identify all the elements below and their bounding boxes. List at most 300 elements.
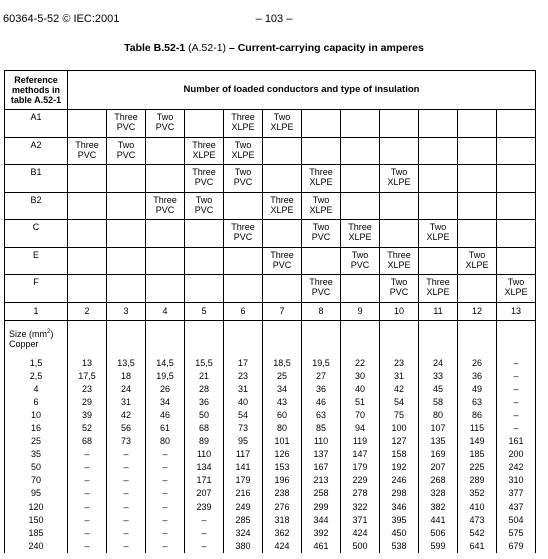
capacity-value: 216 xyxy=(235,488,251,499)
capacity-value: – xyxy=(84,462,90,473)
method-cell xyxy=(380,165,419,193)
capacity-value: 276 xyxy=(274,501,290,512)
capacity-value: – xyxy=(123,501,129,512)
column-number: 8 xyxy=(302,302,341,320)
capacity-value: 352 xyxy=(469,488,485,499)
capacity-value: 437 xyxy=(508,501,524,512)
blank-cell xyxy=(224,320,263,357)
capacity-value: 33 xyxy=(432,370,443,381)
capacity-value: 73 xyxy=(237,422,248,433)
method-cell xyxy=(497,220,536,248)
method-cell xyxy=(68,275,107,303)
capacity-value: 27 xyxy=(315,370,326,381)
capacity-value: 101 xyxy=(274,436,290,447)
method-cell xyxy=(458,220,497,248)
blank-cell xyxy=(341,320,380,357)
capacity-value: 249 xyxy=(235,501,251,512)
capacity-value: 22 xyxy=(354,357,365,368)
capacity-value: 289 xyxy=(469,475,485,486)
capacity-value: 36 xyxy=(471,370,482,381)
method-cell xyxy=(341,247,380,275)
ref-header-line: table A.52-1 xyxy=(10,95,62,105)
capacity-value: 185 xyxy=(469,449,485,460)
capacity-value: 18,5 xyxy=(273,357,291,368)
capacity-value: 377 xyxy=(508,488,524,499)
capacity-value: 26 xyxy=(471,357,482,368)
method-cell xyxy=(146,220,185,248)
insulation-text: Three xyxy=(309,277,333,287)
capacity-value: 36 xyxy=(198,396,209,407)
capacity-value: 63 xyxy=(471,396,482,407)
capacity-value: 73 xyxy=(120,436,131,447)
method-cell xyxy=(497,110,536,138)
capacity-value: 14,5 xyxy=(156,357,174,368)
size-value: 95 xyxy=(30,488,41,499)
capacity-value: 441 xyxy=(430,514,446,525)
insulation-text: XLPE xyxy=(309,177,333,187)
method-cell xyxy=(302,275,341,303)
insulation-text: XLPE xyxy=(348,232,372,242)
size-value: 2,5 xyxy=(29,370,43,381)
insulation-text: PVC xyxy=(350,259,370,270)
capacity-value: – xyxy=(84,488,90,499)
capacity-value: 19,5 xyxy=(156,370,174,381)
capacity-value: 322 xyxy=(352,501,368,512)
method-cell xyxy=(458,165,497,193)
capacity-value: 135 xyxy=(430,436,446,447)
method-cell xyxy=(224,220,263,248)
column-number: 10 xyxy=(380,302,419,320)
capacity-value: 196 xyxy=(274,475,290,486)
method-cell xyxy=(107,192,146,220)
capacity-value: – xyxy=(123,488,129,499)
method-cell xyxy=(497,192,536,220)
size-value: 185 xyxy=(28,527,44,538)
capacity-value: 134 xyxy=(196,462,212,473)
capacity-value: 258 xyxy=(313,488,329,499)
column-number: 6 xyxy=(224,302,263,320)
method-cell xyxy=(263,247,302,275)
method-cell xyxy=(302,110,341,138)
capacity-value: 75 xyxy=(393,409,404,420)
blank-cell xyxy=(302,320,341,357)
method-label: C xyxy=(5,220,68,248)
method-cell xyxy=(107,165,146,193)
insulation-text: Three xyxy=(348,222,372,232)
insulation-text: Three xyxy=(426,277,450,287)
blank-cell xyxy=(185,320,224,357)
method-label: E xyxy=(5,247,68,275)
capacity-value: 424 xyxy=(352,527,368,538)
method-cell xyxy=(224,275,263,303)
method-cell xyxy=(380,110,419,138)
capacity-value: 42 xyxy=(393,383,404,394)
capacity-value: 23 xyxy=(81,383,92,394)
capacity-value: 68 xyxy=(198,422,209,433)
capacity-value: 42 xyxy=(120,409,131,420)
capacity-value: 599 xyxy=(430,540,446,551)
blank-cell xyxy=(458,320,497,357)
method-cell xyxy=(458,275,497,303)
insulation-text: PVC xyxy=(389,287,409,297)
insulation-text: XLPE xyxy=(426,287,450,297)
capacity-value: 362 xyxy=(274,527,290,538)
capacity-value: – xyxy=(123,514,129,525)
method-cell xyxy=(146,247,185,275)
insulation-text: Two xyxy=(312,194,330,205)
method-label: A2 xyxy=(5,137,68,165)
method-cell xyxy=(380,137,419,165)
capacity-value: 473 xyxy=(469,514,485,525)
capacity-value: 28 xyxy=(198,383,209,394)
capacity-value: 575 xyxy=(508,527,524,538)
method-cell xyxy=(341,275,380,303)
method-cell xyxy=(107,247,146,275)
method-cell xyxy=(458,137,497,165)
method-cell xyxy=(302,165,341,193)
capacity-value: 86 xyxy=(471,409,482,420)
capacity-value: – xyxy=(162,540,168,551)
table-title-id: Table B.52-1 xyxy=(124,42,186,54)
capacity-value: 141 xyxy=(235,462,251,473)
insulation-text: Three xyxy=(75,139,99,150)
capacity-value: 395 xyxy=(391,514,407,525)
table-title-ref: (A.52-1) xyxy=(185,42,229,54)
capacity-value: 149 xyxy=(469,436,485,447)
size-label: Size $(mm^2)$ xyxy=(9,328,54,339)
insulation-text: Three xyxy=(114,112,138,122)
method-cell xyxy=(380,220,419,248)
method-cell xyxy=(419,192,458,220)
insulation-text: Two xyxy=(507,277,525,287)
method-cell xyxy=(302,137,341,165)
method-cell xyxy=(341,192,380,220)
insulation-text: Two xyxy=(312,222,330,232)
blank-cell xyxy=(146,320,185,357)
method-cell xyxy=(341,220,380,248)
method-cell xyxy=(224,165,263,193)
column-number: 1 xyxy=(5,302,68,320)
size-column xyxy=(5,357,68,553)
capacity-value: 229 xyxy=(352,475,368,486)
capacity-value: 318 xyxy=(274,514,290,525)
size-value: 50 xyxy=(30,462,41,473)
capacity-value: 19,5 xyxy=(312,357,330,368)
capacity-column xyxy=(185,357,224,553)
insulation-text: Two xyxy=(390,277,408,287)
method-cell xyxy=(68,110,107,138)
capacity-value: 23 xyxy=(393,357,404,368)
capacity-value: 61 xyxy=(159,422,170,433)
insulation-text: Two xyxy=(351,249,369,260)
capacity-column xyxy=(419,357,458,553)
capacity-value: 371 xyxy=(352,514,368,525)
capacity-value: – xyxy=(513,422,519,433)
method-cell xyxy=(185,192,224,220)
method-cell xyxy=(224,137,263,165)
capacity-value: 46 xyxy=(315,396,326,407)
insulation-text: XLPE xyxy=(387,259,411,270)
capacity-value: 410 xyxy=(469,501,485,512)
column-number: 13 xyxy=(497,302,536,320)
capacity-value: 43 xyxy=(276,396,287,407)
capacity-value: – xyxy=(201,527,207,538)
method-cell xyxy=(497,247,536,275)
capacity-value: 56 xyxy=(120,422,131,433)
insulation-text: Two xyxy=(234,139,252,150)
method-cell xyxy=(341,165,380,193)
size-value: 120 xyxy=(28,501,44,512)
capacity-value: 15,5 xyxy=(195,357,213,368)
method-row xyxy=(5,247,536,275)
capacity-column xyxy=(497,357,536,553)
size-header-row xyxy=(5,320,536,357)
capacity-value: 34 xyxy=(159,396,170,407)
capacity-value: 85 xyxy=(315,422,326,433)
capacity-value: 117 xyxy=(235,449,251,460)
method-row xyxy=(5,220,536,248)
method-cell xyxy=(302,192,341,220)
insulation-text: Three xyxy=(309,167,333,177)
capacity-value: 380 xyxy=(235,540,251,551)
method-cell xyxy=(107,137,146,165)
size-header xyxy=(5,320,68,357)
method-cell xyxy=(146,165,185,193)
method-cell xyxy=(68,165,107,193)
insulation-text: XLPE xyxy=(231,149,255,160)
capacity-value: 192 xyxy=(391,462,407,473)
capacity-value: 299 xyxy=(313,501,329,512)
insulation-text: PVC xyxy=(311,232,331,242)
capacity-value: – xyxy=(123,540,129,551)
insulation-text: Two xyxy=(273,112,291,122)
size-value: 16 xyxy=(30,422,41,433)
capacity-value: 45 xyxy=(432,383,443,394)
method-cell xyxy=(146,275,185,303)
method-cell xyxy=(146,192,185,220)
capacity-table xyxy=(4,70,536,553)
method-cell xyxy=(224,247,263,275)
method-cell xyxy=(458,110,497,138)
capacity-column xyxy=(380,357,419,553)
capacity-value: 161 xyxy=(508,436,524,447)
insulation-text: PVC xyxy=(311,287,331,297)
capacity-value: 110 xyxy=(196,449,212,460)
method-cell xyxy=(497,165,536,193)
capacity-value: 310 xyxy=(508,475,524,486)
method-cell xyxy=(302,220,341,248)
capacity-value: 49 xyxy=(471,383,482,394)
method-cell xyxy=(185,165,224,193)
capacity-value: 119 xyxy=(352,436,368,447)
insulation-text: XLPE xyxy=(504,287,528,297)
table-title-text: – Current-carrying capacity in amperes xyxy=(228,42,424,54)
method-label: F xyxy=(5,275,68,303)
capacity-value: – xyxy=(201,514,207,525)
insulation-text: PVC xyxy=(155,204,175,215)
capacity-value: – xyxy=(162,527,168,538)
capacity-value: – xyxy=(513,383,519,394)
size-value: 1,5 xyxy=(29,357,43,368)
capacity-value: – xyxy=(201,540,207,551)
column-number: 12 xyxy=(458,302,497,320)
capacity-value: 158 xyxy=(391,449,407,460)
capacity-value: 31 xyxy=(237,383,248,394)
method-cell xyxy=(107,110,146,138)
blank-cell xyxy=(497,320,536,357)
size-value: 240 xyxy=(28,540,44,551)
capacity-value: 50 xyxy=(198,409,209,420)
capacity-value: 54 xyxy=(237,409,248,420)
capacity-value: – xyxy=(513,396,519,407)
capacity-value: – xyxy=(162,449,168,460)
doc-reference: 60364-5-52 © IEC:2001 xyxy=(3,13,120,25)
capacity-value: 382 xyxy=(430,501,446,512)
insulation-text: Two xyxy=(234,167,252,177)
method-cell xyxy=(185,137,224,165)
method-cell xyxy=(380,275,419,303)
capacity-value: – xyxy=(162,488,168,499)
capacity-value: 346 xyxy=(391,501,407,512)
capacity-value: 392 xyxy=(313,527,329,538)
capacity-value: – xyxy=(123,527,129,538)
capacity-column xyxy=(263,357,302,553)
insulation-text: XLPE xyxy=(192,149,216,160)
capacity-value: 679 xyxy=(508,540,524,551)
method-cell xyxy=(224,192,263,220)
method-cell xyxy=(419,165,458,193)
column-number: 5 xyxy=(185,302,224,320)
capacity-value: 51 xyxy=(354,396,365,407)
insulation-text: Three xyxy=(153,194,177,205)
capacity-value: 54 xyxy=(393,396,404,407)
insulation-text: PVC xyxy=(155,122,175,132)
insulation-text: PVC xyxy=(77,149,97,160)
method-cell xyxy=(419,220,458,248)
capacity-column xyxy=(68,357,107,553)
capacity-value: 70 xyxy=(354,409,365,420)
capacity-value: 46 xyxy=(159,409,170,420)
insulation-text: Two xyxy=(156,112,174,122)
capacity-value: – xyxy=(84,475,90,486)
capacity-value: 30 xyxy=(354,370,365,381)
method-cell xyxy=(458,192,497,220)
capacity-value: 246 xyxy=(391,475,407,486)
capacity-value: 107 xyxy=(430,422,446,433)
capacity-value: 40 xyxy=(237,396,248,407)
method-row xyxy=(5,110,536,138)
capacity-value: – xyxy=(123,449,129,460)
insulation-text: XLPE xyxy=(231,122,255,132)
column-number: 7 xyxy=(263,302,302,320)
capacity-value: 268 xyxy=(430,475,446,486)
capacity-value: 242 xyxy=(508,462,524,473)
column-number: 3 xyxy=(107,302,146,320)
capacity-value: 25 xyxy=(276,370,287,381)
insulation-text: PVC xyxy=(194,177,214,187)
capacity-value: 89 xyxy=(198,436,209,447)
capacity-value: 127 xyxy=(391,436,407,447)
capacity-value: – xyxy=(162,514,168,525)
insulation-text: XLPE xyxy=(426,232,450,242)
insulation-text: PVC xyxy=(233,177,253,187)
blank-cell xyxy=(419,320,458,357)
page-number: – 103 – xyxy=(255,13,293,25)
insulation-text: XLPE xyxy=(465,259,489,270)
reference-methods-header xyxy=(5,71,68,110)
size-label-sup: 2 xyxy=(47,328,51,335)
capacity-column xyxy=(302,357,341,553)
size-value: 150 xyxy=(28,514,44,525)
method-cell xyxy=(497,137,536,165)
insulation-text: XLPE xyxy=(387,177,411,187)
table-title xyxy=(0,42,548,54)
capacity-value: 52 xyxy=(81,422,92,433)
capacity-value: 68 xyxy=(81,436,92,447)
capacity-value: – xyxy=(84,501,90,512)
method-cell xyxy=(68,220,107,248)
capacity-value: 126 xyxy=(274,449,290,460)
size-unit: Copper xyxy=(9,338,39,349)
capacity-value: – xyxy=(84,514,90,525)
capacity-value: 13 xyxy=(81,357,92,368)
capacity-value: 94 xyxy=(354,422,365,433)
method-cell xyxy=(458,247,497,275)
capacity-value: – xyxy=(513,409,519,420)
capacity-value: 500 xyxy=(352,540,368,551)
column-number: 11 xyxy=(419,302,458,320)
size-value: 35 xyxy=(30,449,41,460)
capacity-value: 147 xyxy=(352,449,368,460)
capacity-value: 207 xyxy=(196,488,212,499)
method-cell xyxy=(185,220,224,248)
capacity-column xyxy=(146,357,185,553)
method-cell xyxy=(341,110,380,138)
ref-header-line: methods in xyxy=(11,85,60,95)
capacity-value: 298 xyxy=(391,488,407,499)
insulation-text: Three xyxy=(270,249,294,260)
insulation-text: XLPE xyxy=(270,204,294,215)
method-cell xyxy=(263,275,302,303)
method-label: B1 xyxy=(5,165,68,193)
capacity-value: 450 xyxy=(391,527,407,538)
method-cell xyxy=(263,192,302,220)
capacity-value: 424 xyxy=(274,540,290,551)
insulation-text: PVC xyxy=(116,122,136,132)
column-number: 2 xyxy=(68,302,107,320)
capacity-value: – xyxy=(513,357,519,368)
insulation-text: Two xyxy=(195,194,213,205)
capacity-value: 506 xyxy=(430,527,446,538)
capacity-value: 23 xyxy=(237,370,248,381)
method-cell xyxy=(146,137,185,165)
capacity-value: 17 xyxy=(237,357,248,368)
method-cell xyxy=(185,110,224,138)
capacity-value: 80 xyxy=(276,422,287,433)
capacity-value: 213 xyxy=(313,475,329,486)
method-cell xyxy=(107,275,146,303)
capacity-value: 207 xyxy=(430,462,446,473)
capacity-value: 171 xyxy=(196,475,212,486)
capacity-value: 80 xyxy=(432,409,443,420)
capacity-value: 39 xyxy=(81,409,92,420)
capacity-value: 29 xyxy=(81,396,92,407)
insulation-text: Two xyxy=(468,249,486,260)
column-number-row xyxy=(5,302,536,320)
capacity-value: 324 xyxy=(235,527,251,538)
capacity-value: 95 xyxy=(237,436,248,447)
capacity-value: 26 xyxy=(159,383,170,394)
